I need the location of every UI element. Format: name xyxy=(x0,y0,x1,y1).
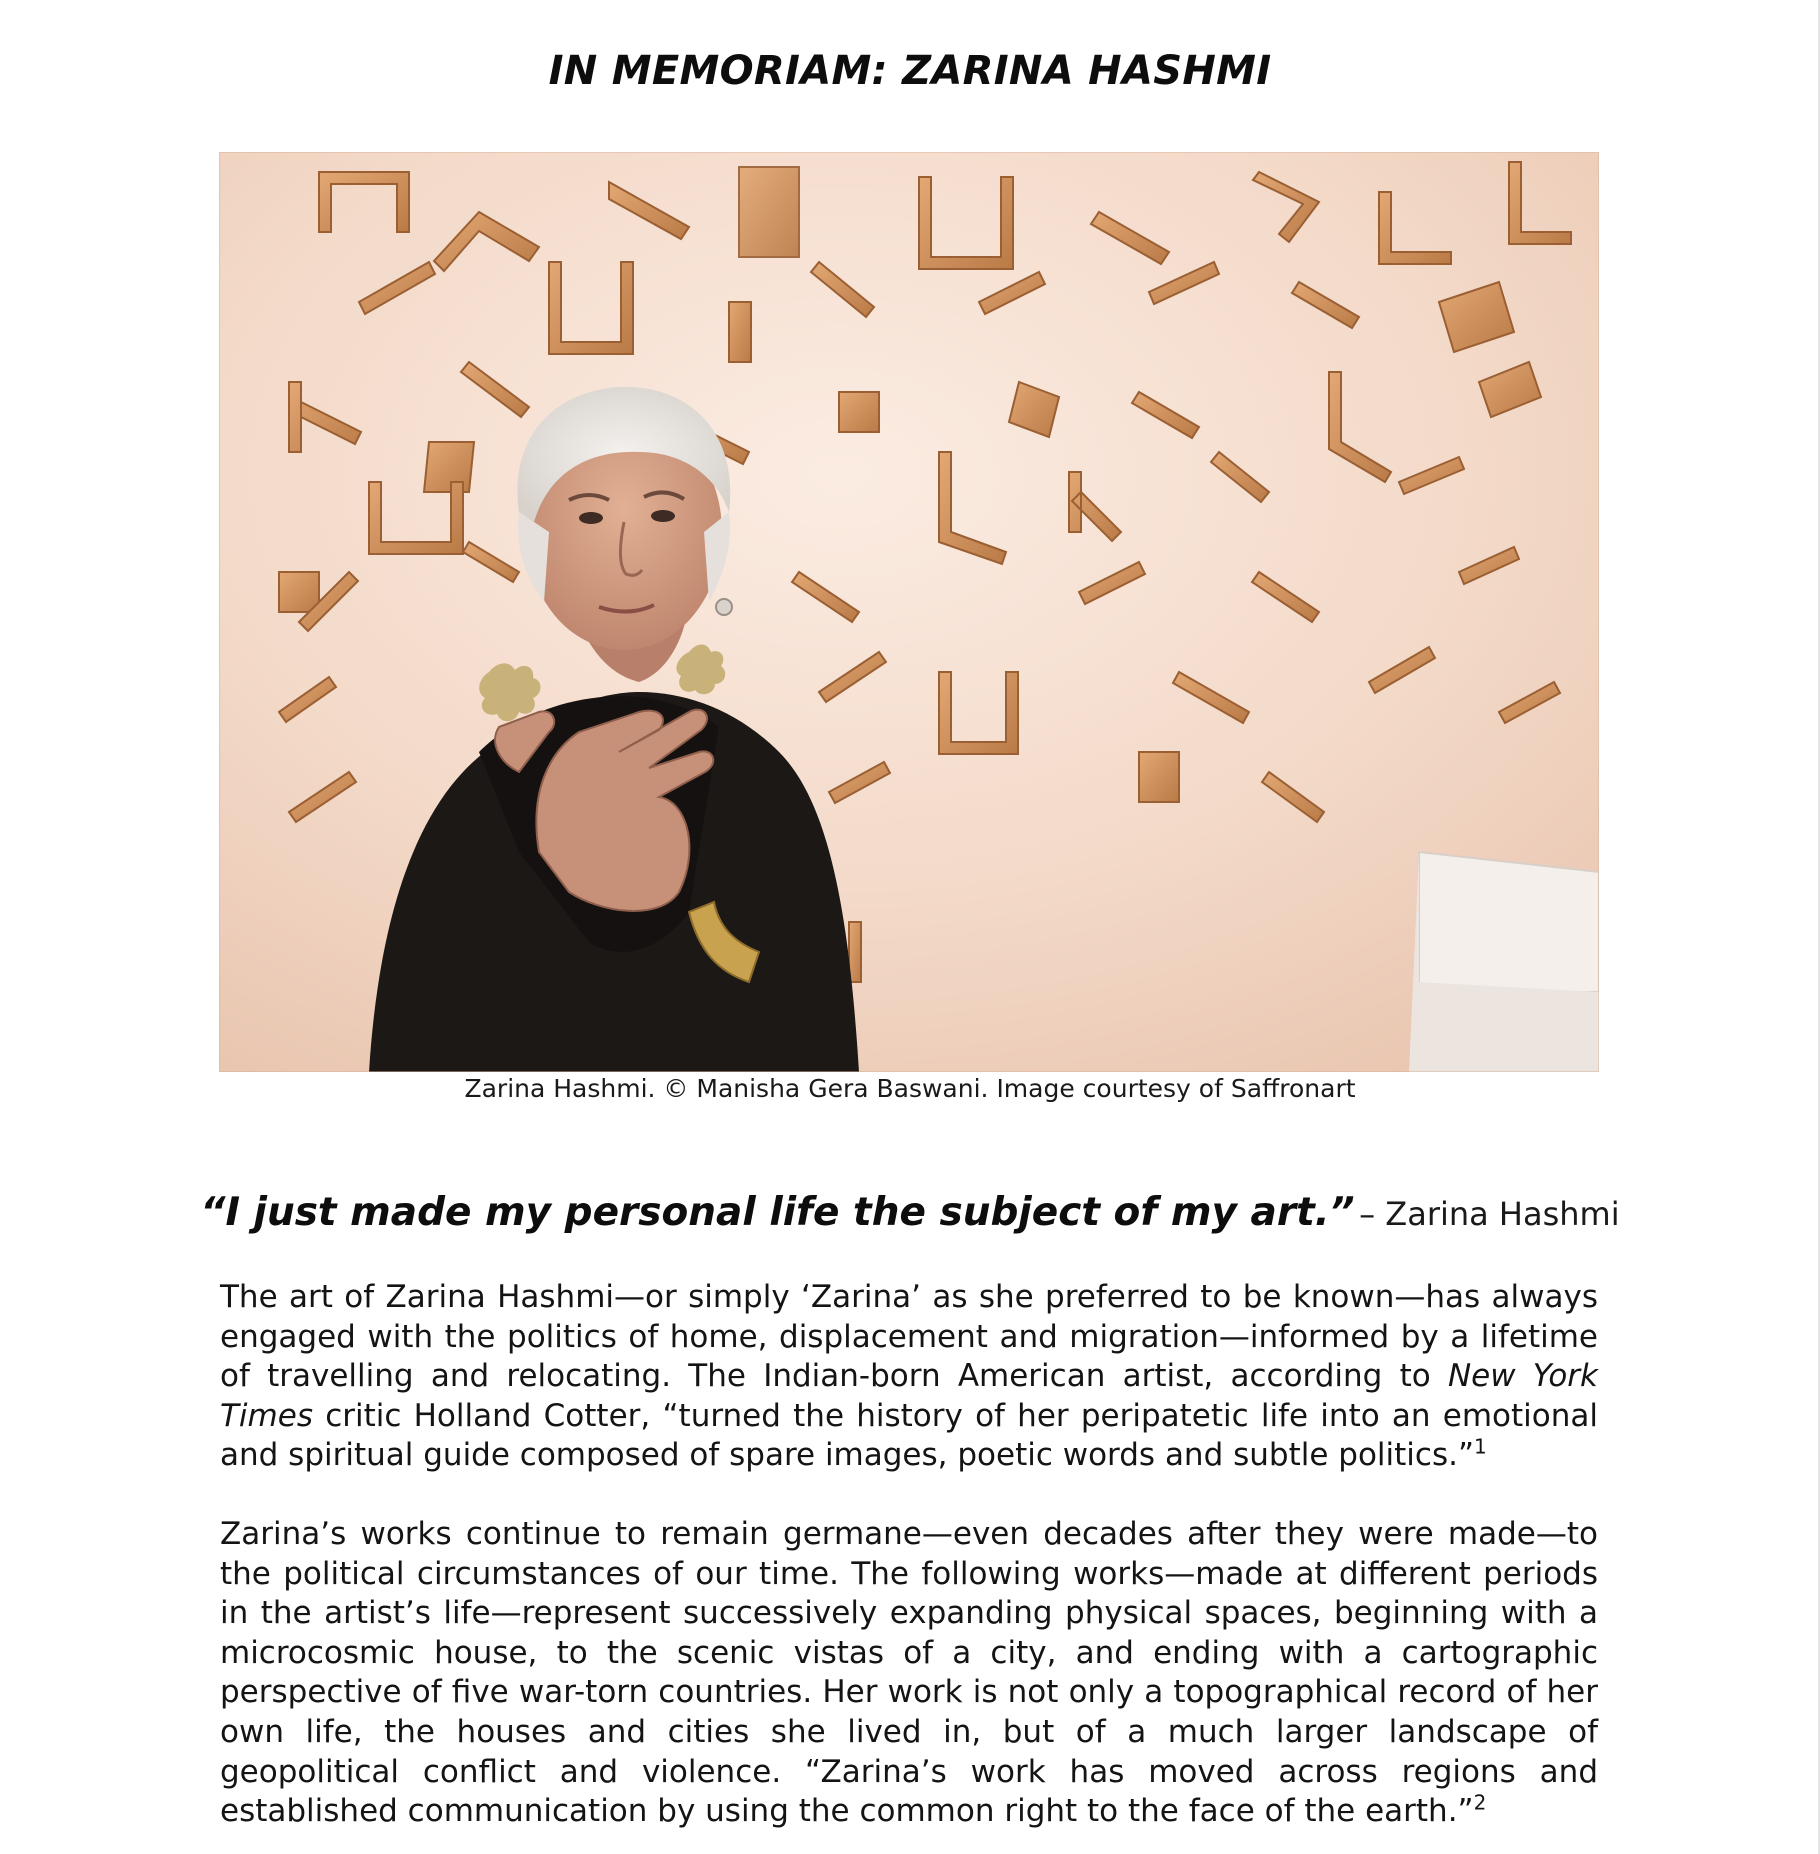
footnote-marker-1[interactable]: 1 xyxy=(1474,1435,1487,1460)
paragraph-1 xyxy=(220,1278,1598,1476)
quote-text: “I just made my personal life the subject of my art.” xyxy=(200,1190,1355,1235)
paragraph-2-text: Zarina’s works continue to remain germane—even decades after they were made—to the political circumstances of our time. The following works—made at different periods in the artist’s life—represent successively expanding physical spaces, beginning with a microcosmic house, to the scenic vistas of a city, and ending with a cartographic perspective of five war-torn countries. Her work is not only a topographical record of her own life, the houses and cities she lived in, but of a much larger landscape of geopolitical conflict and violence. “Zarina’s work has moved across regions and established communication by using the common right to the face of the earth.” xyxy=(220,1516,1598,1830)
footnote-marker-2[interactable]: 2 xyxy=(1473,1790,1487,1815)
portrait-photo xyxy=(219,152,1599,1072)
publication-name: New York Times xyxy=(220,1358,1598,1434)
paragraph-2 xyxy=(220,1515,1598,1832)
quote-attribution: – Zarina Hashmi xyxy=(1359,1195,1620,1233)
paragraph-1-text-end: critic Holland Cotter, “turned the history of her peripatetic life into an emotional and spiritual guide composed of spare images, poetic words and subtle politics.” xyxy=(220,1397,1598,1474)
pull-quote xyxy=(0,1190,1820,1235)
paragraph-1-text-start: The art of Zarina Hashmi—or simply ‘Zarina’ as she preferred to be known—has always engaged with the politics of home, displacement and migration—informed by a lifetime of travelling and relocating. The Indian-born American artist, according to xyxy=(220,1279,1598,1395)
photo-caption: Zarina Hashmi. © Manisha Gera Baswani. Image courtesy of Saffronart xyxy=(464,1074,1356,1103)
page-title: IN MEMORIAM: ZARINA HASHMI xyxy=(548,48,1272,94)
